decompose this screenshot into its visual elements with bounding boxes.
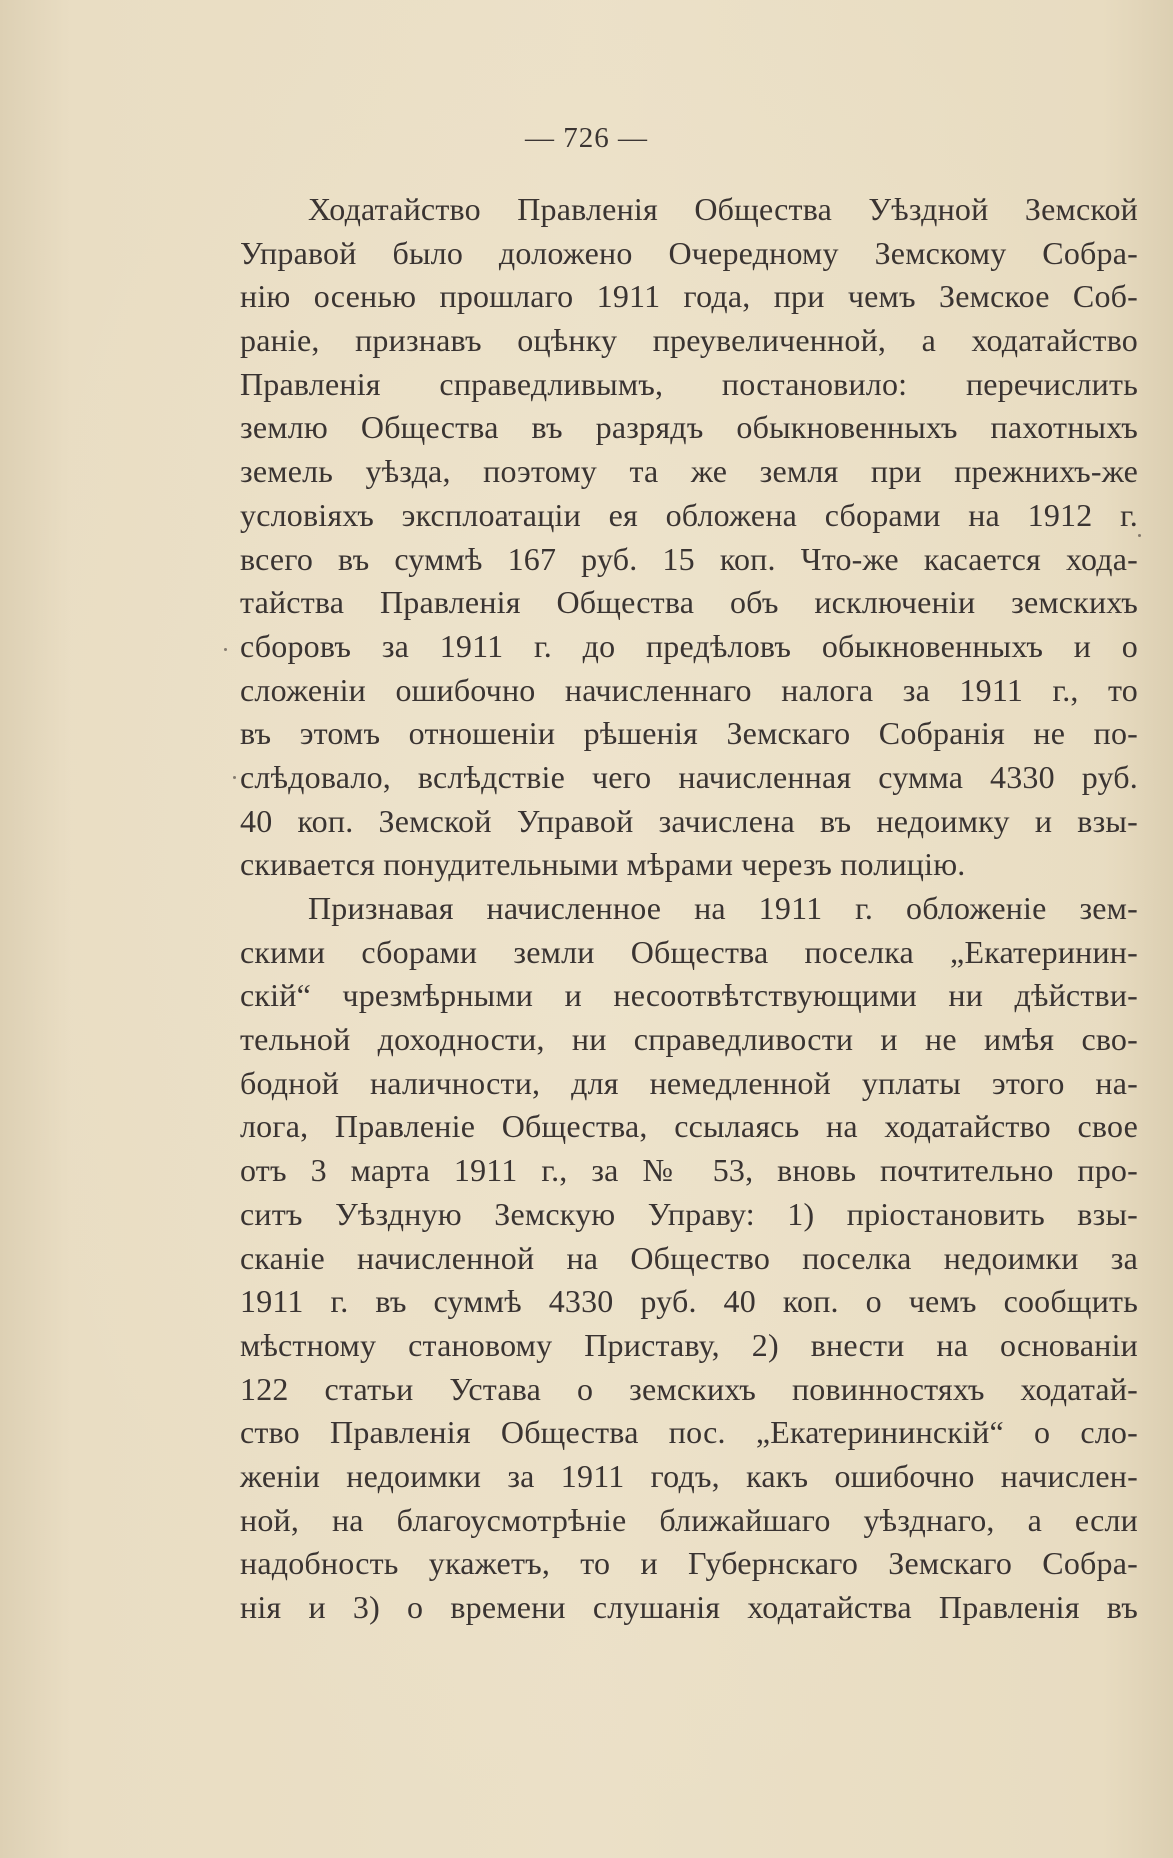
text-line: слѣдовало, вслѣдствіе чего начисленная сумма 4330 руб.: [240, 758, 1138, 795]
text-line: лога, Правленіе Общества, ссылаясь на ходатайство свое: [240, 1108, 1138, 1145]
text-line: мѣстному становому Приставу, 2) внести на основаніи: [240, 1326, 1138, 1363]
text-line: ной, на благоусмотрѣніе ближайшаго уѣзднаго, а если: [240, 1501, 1138, 1538]
scan-speck: [233, 776, 236, 779]
text-line: землю Общества въ разрядъ обыкновенныхъ пахотныхъ: [240, 409, 1138, 446]
body-text: [240, 188, 1138, 1630]
text-line: раніе, признавъ оцѣнку преувеличенной, а ходатайство: [240, 322, 1138, 359]
text-line: земель уѣзда, поэтому та же земля при прежнихъ-же: [240, 453, 1138, 490]
scan-speck: [224, 648, 227, 651]
text-line: сборовъ за 1911 г. до предѣловъ обыкновенныхъ и о: [240, 627, 1138, 664]
text-line: Ходатайство Правленія Общества Уѣздной Земской: [308, 191, 1138, 227]
text-line: Правленія справедливымъ, постановило: перечислить: [240, 365, 1138, 402]
text-line: нія и 3) о времени слушанія ходатайства Правленія въ: [240, 1589, 1138, 1625]
text-line: 122 статьи Устава о земскихъ повинностяхъ ходатай-: [240, 1370, 1138, 1407]
paragraph-2: [240, 887, 1138, 1630]
text-line: 40 коп. Земской Управой зачислена въ недоимку и взы-: [240, 802, 1138, 839]
paragraph-1: [240, 188, 1138, 887]
text-line: нію осенью прошлаго 1911 года, при чемъ Земское Соб-: [240, 278, 1138, 315]
text-line: сканіе начисленной на Общество поселка недоимки за: [240, 1239, 1138, 1276]
scan-speck: [1138, 534, 1141, 537]
text-line: тайства Правленія Общества объ исключеніи земскихъ: [240, 584, 1138, 621]
text-line: отъ 3 марта 1911 г., за № 53, вновь почтительно про-: [240, 1152, 1138, 1189]
text-line: въ этомъ отношеніи рѣшенія Земскаго Собранія не по-: [240, 715, 1138, 752]
text-line: 1911 г. въ суммѣ 4330 руб. 40 коп. о чемъ сообщить: [240, 1283, 1138, 1320]
text-line: ситъ Уѣздную Земскую Управу: 1) пріостановить взы-: [240, 1195, 1138, 1232]
text-line: всего въ суммѣ 167 руб. 15 коп. Что-же касается хода-: [240, 540, 1138, 577]
text-line: условіяхъ эксплоатаціи ея обложена сборами на 1912 г.: [240, 496, 1138, 533]
text-line: надобность укажетъ, то и Губернскаго Земскаго Собра-: [240, 1545, 1138, 1582]
text-line: сложеніи ошибочно начисленнаго налога за 1911 г., то: [240, 671, 1138, 708]
text-line: женіи недоимки за 1911 годъ, какъ ошибочно начислен-: [240, 1457, 1138, 1494]
text-line: скивается понудительными мѣрами черезъ полицію.: [240, 846, 966, 883]
text-line: Признавая начисленное на 1911 г. обложеніе зем-: [308, 890, 1138, 926]
page-number: — 726 —: [525, 122, 648, 154]
text-line: Управой было доложено Очередному Земскому Собра-: [240, 234, 1138, 271]
text-line: тельной доходности, ни справедливости и не имѣя сво-: [240, 1021, 1138, 1058]
text-line: скій“ чрезмѣрными и несоотвѣтствующими ни дѣйстви-: [240, 977, 1138, 1014]
text-line: скими сборами земли Общества поселка „Екатеринин-: [240, 933, 1138, 970]
text-line: бодной наличности, для немедленной уплаты этого на-: [240, 1064, 1138, 1101]
text-line: ство Правленія Общества пос. „Екатерининскій“ о сло-: [240, 1414, 1138, 1451]
